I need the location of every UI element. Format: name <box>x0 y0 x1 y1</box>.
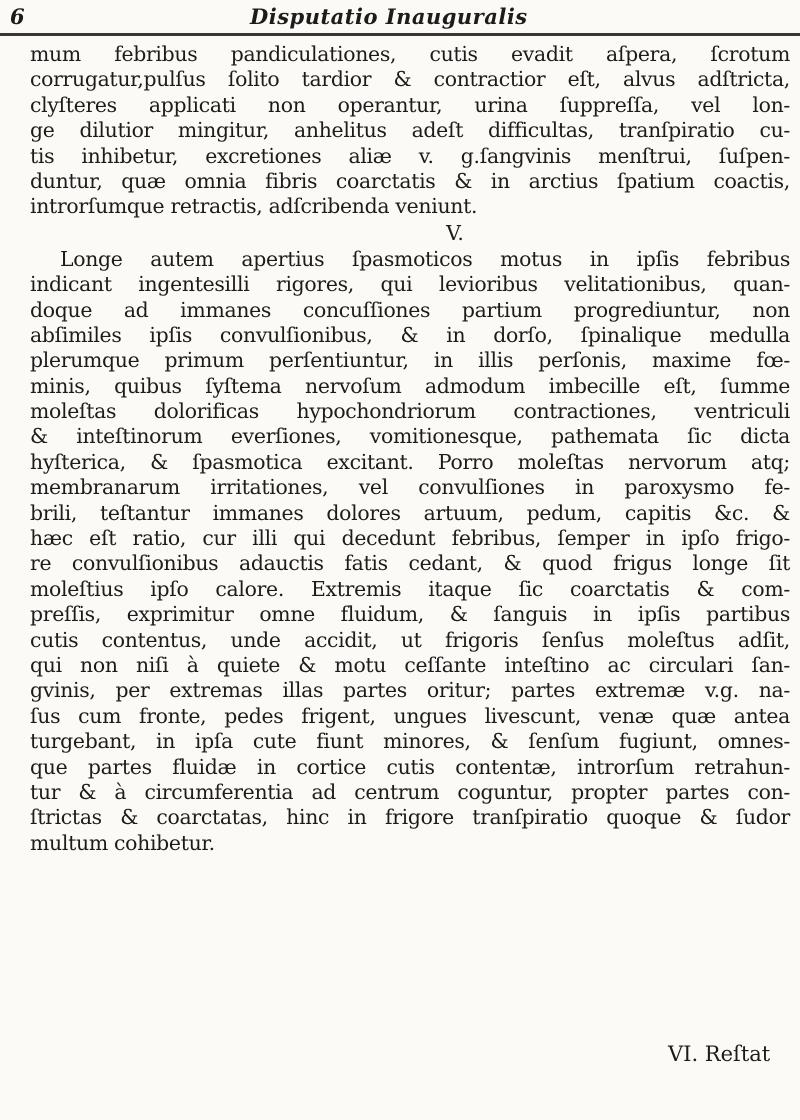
text-line: tur & à circumferentia ad centrum coguntur, propter partes con- <box>30 779 790 804</box>
text-line: gvinis, per extremas illas partes oritur; partes extremæ v.g. na- <box>30 678 790 703</box>
text-line: preſſis, exprimitur omne fluidum, & ſanguis in ipſis partibus <box>30 602 790 627</box>
text-line: plerumque primum perſentiuntur, in illis perſonis, maxime fœ- <box>30 348 790 373</box>
paragraph-2 <box>30 247 790 856</box>
text-line: tis inhibetur, excretiones aliæ v. g.ſangvinis menſtrui, ſuſpen- <box>30 143 790 168</box>
text-line: minis, quibus ſyſtema nervoſum admodum imbecille eſt, ſumme <box>30 373 790 398</box>
page-header <box>0 0 800 42</box>
text-line: ſtrictas & coarctatas, hinc in frigore tranſpiratio quoque & ſudor <box>30 805 790 830</box>
text-line: introrſumque retractis, adſcribenda veniunt. <box>30 194 478 219</box>
text-line: turgebant, in ipſa cute fiunt minores, & ſenſum fugiunt, omnes- <box>30 729 790 754</box>
text-line: brili, teſtantur immanes dolores artuum, pedum, capitis &c. & <box>30 500 790 525</box>
text-line: clyſteres applicati non operantur, urina ſuppreſſa, vel lon- <box>30 92 790 117</box>
text-line: moleſtius ipſo calore. Extremis itaque ſic coarctatis & com- <box>30 576 790 601</box>
text-line: ſus cum fronte, pedes frigent, ungues livescunt, venæ quæ antea <box>30 703 790 728</box>
text-line: mum febribus pandiculationes, cutis evadit aſpera, ſcrotum <box>30 42 790 66</box>
text-line: membranarum irritationes, vel convulſiones in paroxysmo fe- <box>30 475 790 500</box>
header-rule <box>0 33 800 36</box>
paragraph-1 <box>30 42 790 220</box>
catchword: VI. Reſtat <box>668 1042 771 1066</box>
text-line: moleſtas dolorificas hypochondriorum contractiones, ventriculi <box>30 399 790 424</box>
page-number: 6 <box>10 4 25 29</box>
text-line: multum cohibetur. <box>30 830 215 855</box>
text-line: qui non niſi à quiete & motu ceſſante inteſtino ac circulari ſan- <box>30 652 790 677</box>
text-line: & inteſtinorum everſiones, vomitionesque, pathemata ſic dicta <box>30 424 790 449</box>
text-line: duntur, quæ omnia fibris coarctatis & in arctius ſpatium coactis, <box>30 168 790 193</box>
text-line: re convulſionibus adauctis fatis cedant, & quod frigus longe ſit <box>30 551 790 576</box>
text-line: corrugatur,pulſus ſolito tardior & contractior eſt, alvus adſtricta, <box>30 67 790 92</box>
text-line: abſimiles ipſis convulſionibus, & in dorſo, ſpinalique medulla <box>30 322 790 347</box>
text-line: hæc eſt ratio, cur illi qui decedunt febribus, ſemper in ipſo frigo- <box>30 526 790 551</box>
text-line: que partes fluidæ in cortice cutis contentæ, introrſum retrahun- <box>30 754 790 779</box>
text-line: cutis contentus, unde accidit, ut frigoris ſenſus moleſtus adſit, <box>30 627 790 652</box>
running-head: Disputatio Inauguralis <box>250 4 528 29</box>
body-text <box>30 42 790 856</box>
text-line: indicant ingentesilli rigores, qui levioribus velitationibus, quan- <box>30 272 790 297</box>
text-line: hyſterica, & ſpasmotica excitant. Porro moleſtas nervorum atq; <box>30 449 790 474</box>
text-line: doque ad immanes concuſſiones partium progrediuntur, non <box>30 297 790 322</box>
section-number: V. <box>446 220 464 245</box>
text-line: ge dilutior mingitur, anhelitus adeſt difficultas, tranſpiratio cu- <box>30 118 790 143</box>
text-line: Longe autem apertius ſpasmoticos motus in ipſis febribus <box>60 246 790 271</box>
